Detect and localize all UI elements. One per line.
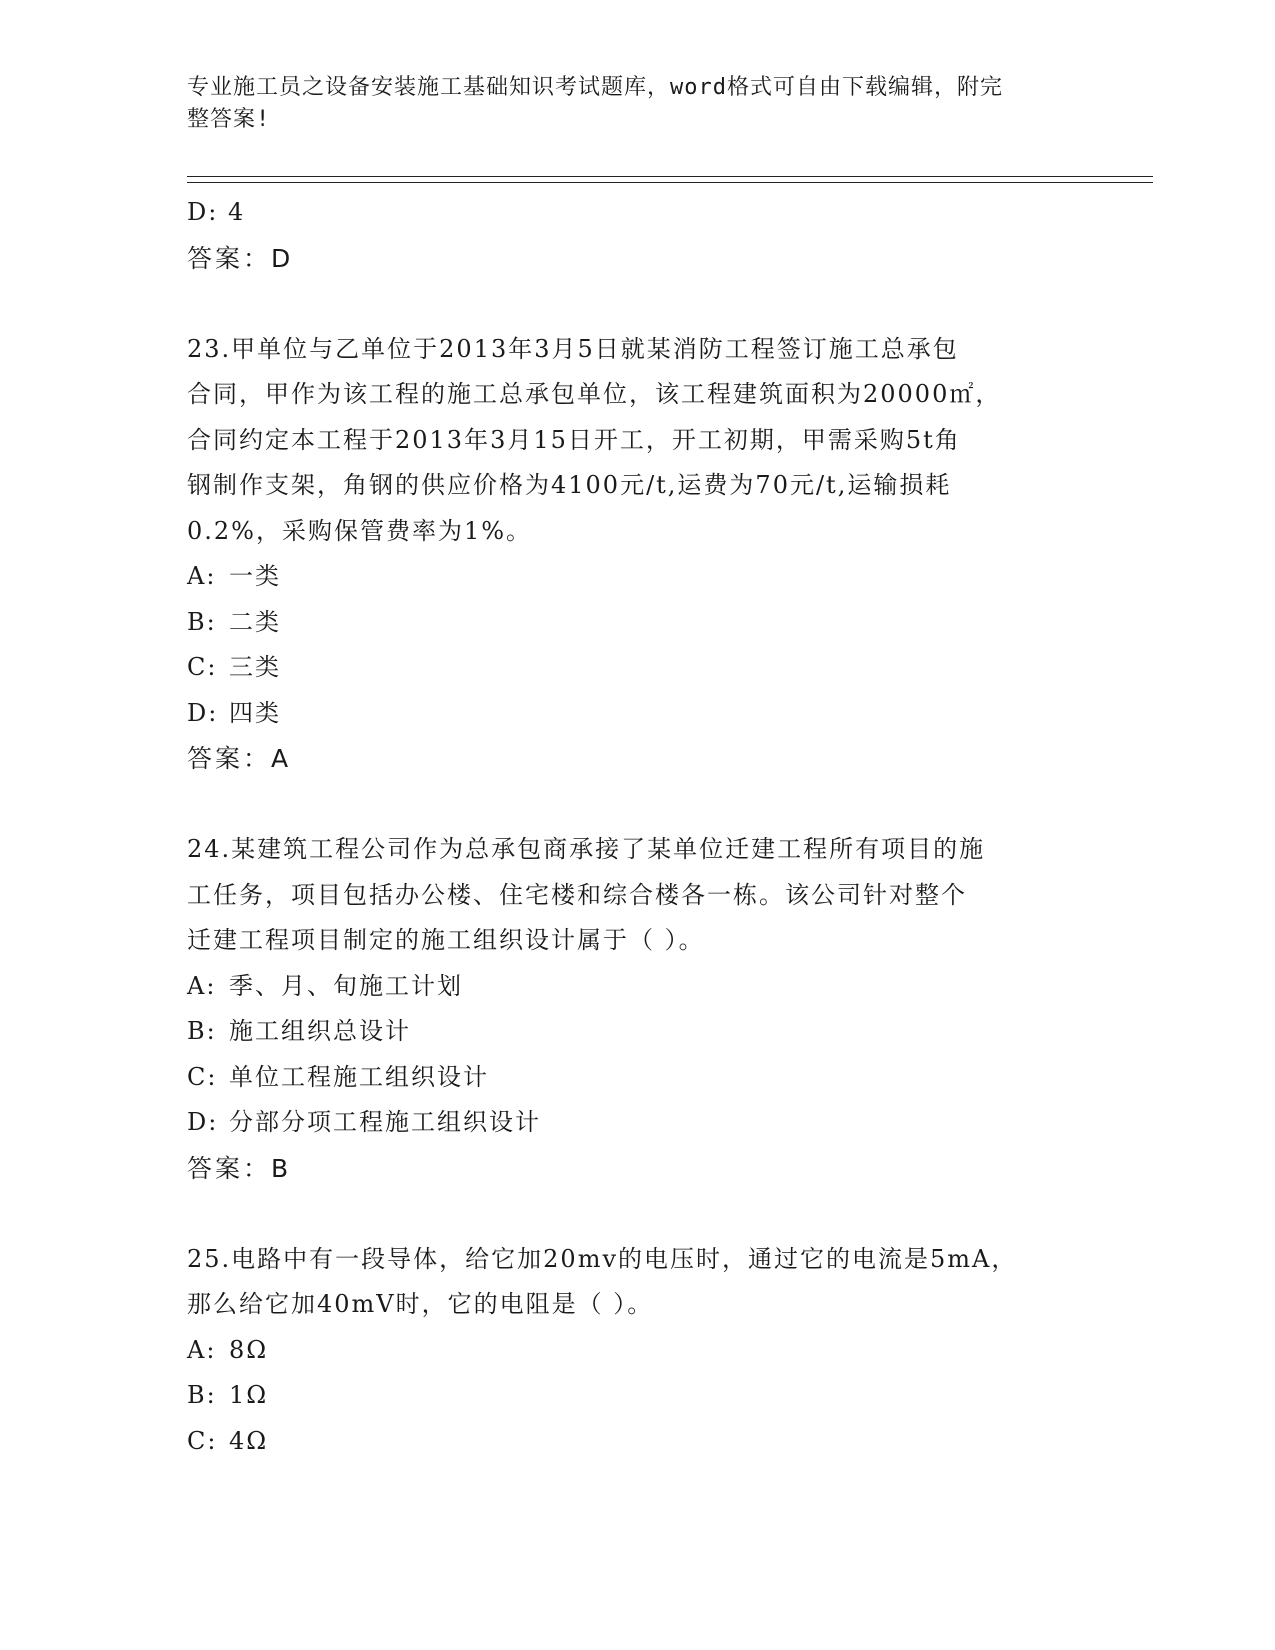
stem-line: 23.甲单位与乙单位于2013年3月5日就某消防工程签订施工总承包: [187, 334, 959, 363]
stem-line: 迁建工程项目制定的施工组织设计属于（ ）。: [187, 926, 705, 954]
stem-line: 那么给它加40mV时，它的电阻是（ ）。: [187, 1290, 654, 1318]
stem-line: 25.电路中有一段导体，给它加20mv的电压时，通过它的电流是5mA，: [187, 1244, 1018, 1273]
option-letter: B:: [187, 607, 217, 636]
option-letter: B:: [187, 1381, 217, 1409]
option-text: 1Ω: [229, 1381, 269, 1409]
question-24-option-a: [187, 964, 1087, 1010]
stem-line: 合同约定本工程于2013年3月15日开工，开工初期，甲需采购5t角: [187, 425, 961, 454]
option-text: 单位工程施工组织设计: [229, 1062, 489, 1091]
option-letter: D:: [187, 698, 219, 727]
option-text: 二类: [229, 607, 281, 636]
header-line-2: 整答案!: [187, 107, 271, 132]
prev-option-d: D: 4: [187, 198, 246, 226]
stem-line: 合同，甲作为该工程的施工总承包单位，该工程建筑面积为20000㎡，: [187, 380, 1002, 408]
question-24-answer: 答案：B: [187, 1153, 292, 1183]
stem-line: 0.2%，采购保管费率为1%。: [187, 516, 533, 545]
option-letter: D:: [187, 1108, 219, 1136]
question-23-option-d: [187, 691, 1087, 737]
question-23-stem: [187, 327, 1087, 555]
stem-line: 钢制作支架，角钢的供应价格为4100元/t,运费为70元/t,运输损耗: [187, 471, 952, 499]
option-text: 三类: [229, 653, 281, 681]
option-letter: B:: [187, 1017, 217, 1045]
question-24-option-c: [187, 1055, 1087, 1101]
option-letter: A:: [187, 562, 217, 590]
header-divider-top: [187, 176, 1153, 177]
header-line-1: 专业施工员之设备安装施工基础知识考试题库，word格式可自由下载编辑，附完: [187, 75, 1003, 100]
question-content: [187, 190, 1087, 1464]
option-text: 季、月、旬施工计划: [229, 971, 463, 1000]
option-text: 8Ω: [229, 1335, 269, 1364]
option-text: 分部分项工程施工组织设计: [229, 1108, 541, 1136]
question-23-answer: 答案：A: [187, 744, 292, 773]
spacer: [187, 281, 1087, 327]
option-letter: C:: [187, 653, 218, 681]
option-letter: C:: [187, 1062, 218, 1091]
document-header: [187, 72, 1067, 136]
question-25-option-c: [187, 1419, 1087, 1465]
option-letter: A:: [187, 971, 217, 1000]
spacer: [187, 1191, 1087, 1237]
question-25-option-b: [187, 1373, 1087, 1419]
prev-answer: 答案：D: [187, 243, 294, 273]
question-24-option-d: [187, 1100, 1087, 1146]
option-text: 一类: [229, 562, 281, 590]
stem-line: 24.某建筑工程公司作为总承包商承接了某单位迁建工程所有项目的施: [187, 835, 986, 863]
option-text: 施工组织总设计: [229, 1017, 411, 1045]
option-text: 四类: [229, 698, 281, 727]
option-text: 4Ω: [229, 1426, 269, 1455]
option-letter: A:: [187, 1335, 217, 1364]
question-24-option-b: [187, 1009, 1087, 1055]
header-divider-bottom: [187, 182, 1153, 183]
question-23-option-b: [187, 600, 1087, 646]
question-24-stem: [187, 827, 1087, 964]
stem-line: 工任务，项目包括办公楼、住宅楼和综合楼各一栋。该公司针对整个: [187, 880, 967, 909]
question-25-option-a: [187, 1328, 1087, 1374]
question-23-option-a: [187, 554, 1087, 600]
question-25-stem: [187, 1237, 1087, 1328]
option-letter: C:: [187, 1426, 218, 1455]
question-23-option-c: [187, 645, 1087, 691]
spacer: [187, 782, 1087, 828]
